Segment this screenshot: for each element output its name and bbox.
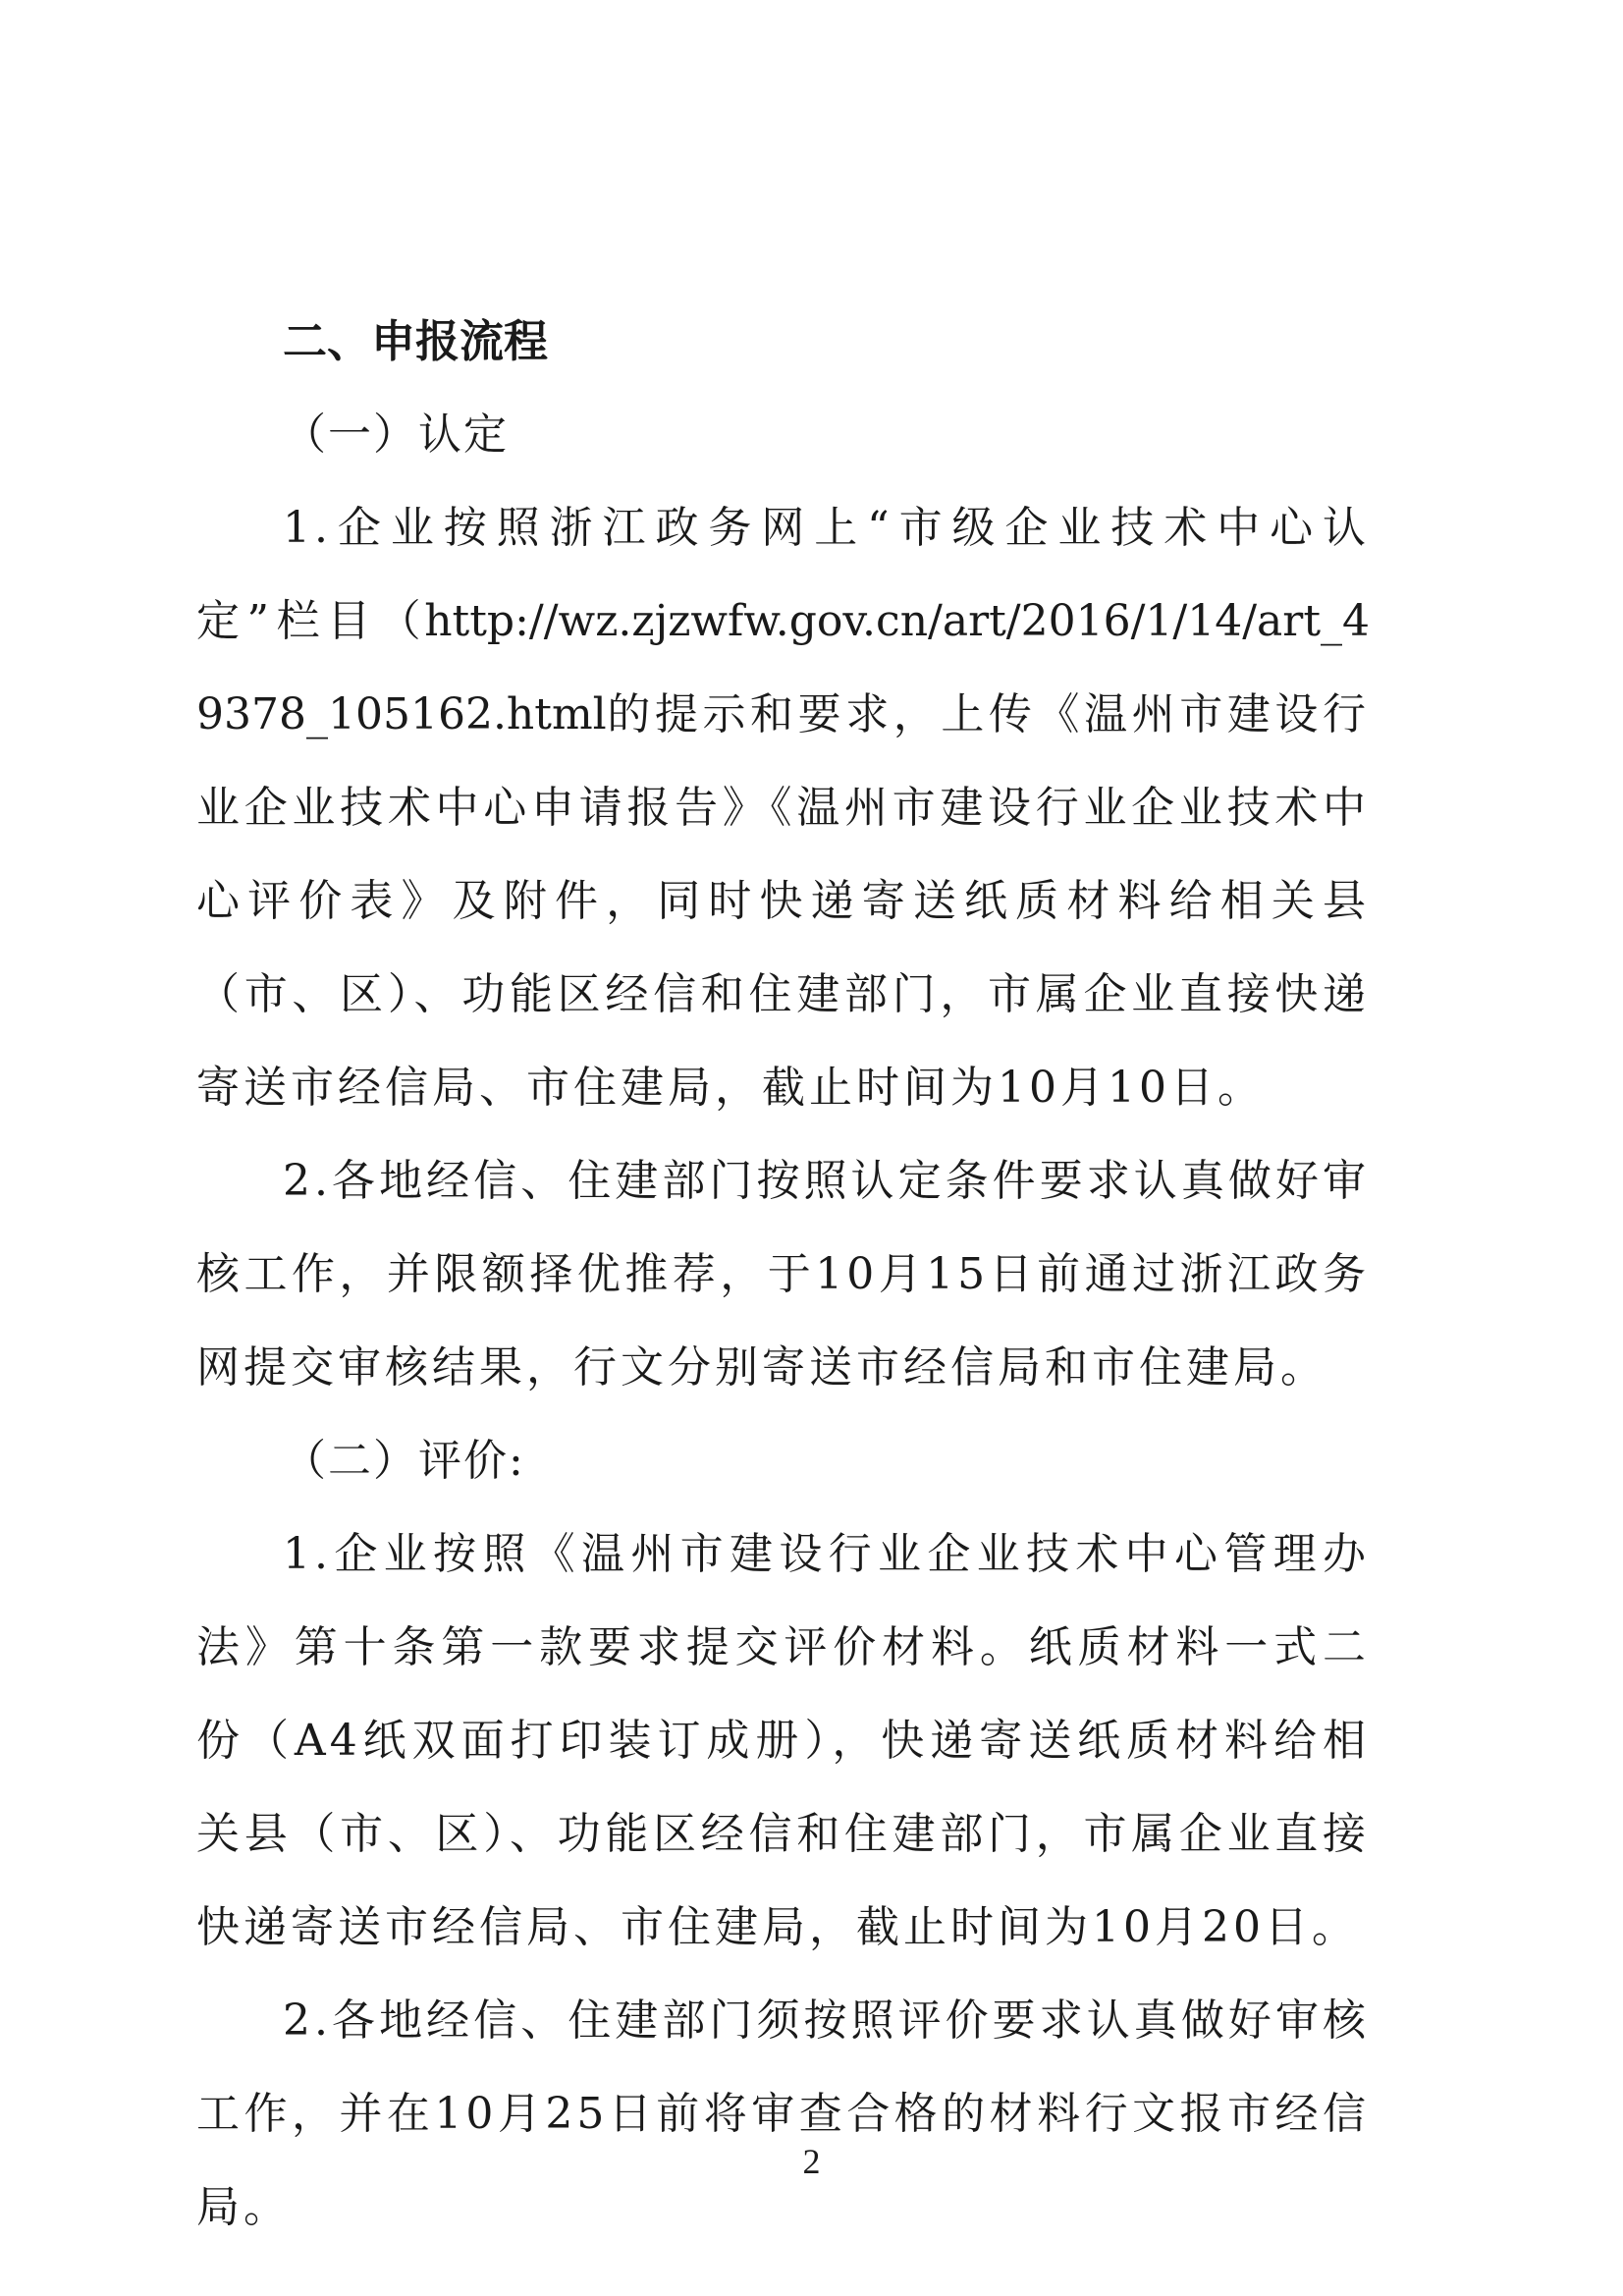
subsection-heading-evaluation: （二）评价:	[283, 1436, 525, 1486]
subsection-heading-recognition: （一）认定	[283, 410, 509, 460]
section-heading: 二、申报流程	[283, 315, 549, 367]
recognition-paragraph-1-body: 的提示和要求，上传《温州市建设行业企业技术中心申请报告》《温州市建设行业企业技术中心评价表》及附件，同时快递寄送纸质材料给相关县（市、区）、功能区经信和住建部门，市属企业直接快递寄送市经信局、市住建局，截止时间为10月10日。	[196, 689, 1370, 1113]
recognition-paragraph-2: 2.各地经信、住建部门按照认定条件要求认真做好审核工作，并限额择优推荐，于10月15日前通过浙江政务网提交审核结果，行文分别寄送市经信局和市住建局。	[196, 1156, 1370, 1393]
recognition-paragraph-1-intro: 1.企业按照浙江政务网上“市级企业技术中心认定”栏目	[196, 503, 1370, 646]
evaluation-paragraph-2: 2.各地经信、住建部门须按照评价要求认真做好审核工作，并在10月25日前将审查合格的材料行文报市经信局。	[196, 1995, 1370, 2232]
document-body	[196, 295, 1370, 2254]
page-number: 2	[802, 2142, 821, 2181]
evaluation-paragraph-1: 1.企业按照《温州市建设行业企业技术中心管理办法》第十条第一款要求提交评价材料。纸质材料一式二份（A4纸双面打印装订成册），快递寄送纸质材料给相关县（市、区）、功能区经信和住建部门，市属企业直接快递寄送市经信局、市住建局，截止时间为10月20日。	[196, 1529, 1370, 1952]
portal-url: （http://wz.zjzwfw.gov.cn/art/2016/1/14/art_49378_105162.html	[196, 596, 1370, 739]
recognition-paragraph-1	[196, 481, 1370, 1134]
